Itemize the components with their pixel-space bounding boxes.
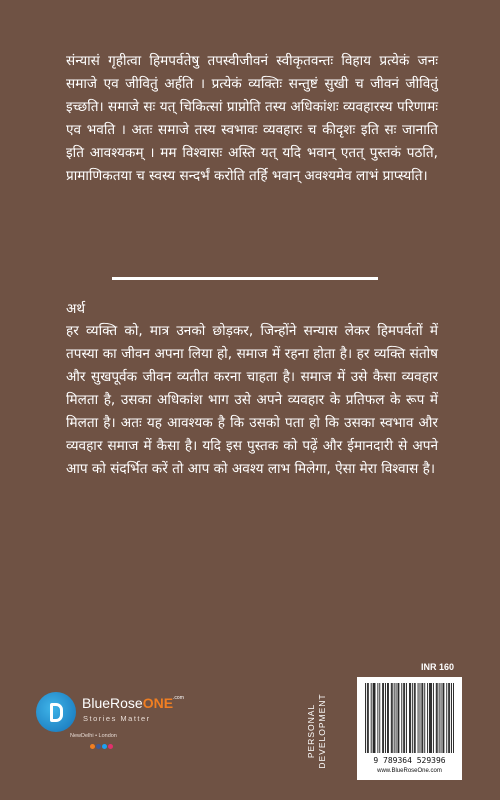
barcode-bar	[418, 683, 419, 753]
barcode-bar	[404, 683, 405, 753]
barcode-bar	[403, 683, 404, 753]
barcode-bar	[443, 683, 444, 753]
barcode-bar	[422, 683, 423, 753]
barcode-bar	[449, 683, 450, 753]
barcode-bar	[375, 683, 376, 753]
barcode-url: www.BlueRoseOne.com	[377, 768, 442, 774]
barcode-bar	[448, 683, 449, 753]
barcode-bar	[421, 683, 422, 753]
barcode-bar	[388, 683, 389, 753]
barcode-bar	[367, 683, 368, 753]
barcode-bar	[439, 683, 440, 753]
barcode-bar	[391, 683, 392, 753]
barcode-bar	[430, 683, 431, 753]
price-label: INR 160	[421, 662, 455, 672]
barcode-isbn-number: 9 789364 529396	[373, 756, 446, 765]
barcode-bar	[453, 683, 454, 753]
barcode-bar	[441, 683, 442, 753]
artha-heading: अर्थ	[66, 301, 86, 317]
barcode-bar	[433, 683, 434, 753]
barcode-bar	[436, 683, 437, 753]
isbn-barcode	[357, 677, 462, 780]
barcode-bar	[396, 683, 397, 753]
barcode-bar	[368, 683, 369, 753]
barcode-bar	[431, 683, 432, 753]
social-icon	[90, 744, 95, 749]
hindi-meaning-paragraph: हर व्यक्ति को, मात्र उनको छोड़कर, जिन्होंने सन्यास लेकर हिमपर्वतों में तपस्या का जीवन अपना लिया हो, समाज में रहना होता है। हर व्यक्ति संतोष और सुखपूर्वक जीवन व्यतीत करना चाहता है। समाज में उसे कैसा व्यवहार मिलता है, उसका अधिकांश भाग उसे अपने व्यवहार के प्रतिफल के रूप में मिलता है। अतः यह आवश्यक है कि उसको पता हो कि उसका स्वभाव और व्यवहार समाज में कैसा है। यदि इस पुस्तक को पढ़ें और ईमानदारी से अपने आप को संदर्भित करें तो आप को अवश्य लाभ मिलेगा, ऐसा मेरा विश्वास है।	[66, 323, 438, 477]
barcode-bar	[409, 683, 410, 753]
barcode-bar	[437, 683, 438, 753]
barcode-bar	[398, 683, 399, 753]
social-icon	[96, 744, 101, 749]
barcode-bar	[401, 683, 402, 753]
barcode-bar	[415, 683, 416, 753]
barcode-bar	[406, 683, 407, 753]
publisher-name: BlueRoseONE$^{.com}$	[82, 695, 184, 711]
barcode-bar	[410, 683, 411, 753]
bluerose-logo-icon	[36, 692, 76, 732]
barcode-bar	[443, 683, 444, 753]
publisher-tagline: Stories Matter	[83, 714, 151, 723]
barcode-bars	[357, 677, 462, 757]
barcode-bar	[398, 683, 399, 753]
barcode-bar	[379, 683, 380, 753]
barcode-bar	[394, 683, 395, 753]
barcode-bar	[373, 683, 374, 753]
barcode-bar	[377, 683, 378, 753]
barcode-bar	[420, 683, 421, 753]
barcode-bar	[371, 683, 372, 753]
publisher-logo	[34, 690, 184, 750]
section-divider	[112, 277, 378, 280]
barcode-bar	[365, 683, 366, 753]
social-icon	[102, 744, 107, 749]
barcode-bar	[427, 683, 428, 753]
publisher-cities: NewDelhi • London	[70, 733, 117, 739]
barcode-bar	[429, 683, 430, 753]
barcode-bar	[412, 683, 413, 753]
social-icons	[90, 744, 114, 751]
barcode-bar	[374, 683, 375, 753]
category-label: PERSONAL DEVELOPMENT	[306, 693, 327, 769]
barcode-bar	[382, 683, 383, 753]
barcode-bar	[446, 683, 447, 753]
barcode-bar	[385, 683, 386, 753]
social-icon	[108, 744, 113, 749]
barcode-bar	[451, 683, 452, 753]
barcode-bar	[383, 683, 384, 753]
barcode-bar	[414, 683, 415, 753]
barcode-bar	[424, 683, 425, 753]
barcode-bar	[392, 683, 393, 753]
sanskrit-paragraph: संन्यासं गृहीत्वा हिमपर्वतेषु तपस्वीजीवनं स्वीकृतवन्तः विहाय प्रत्येकं जनः समाजे एव जीवितुं अर्हति । प्रत्येकं व्यक्तिः सन्तुष्टं सुखी च जीवनं जीवितुं इच्छति। समाजे सः यत् चिकित्सां प्राप्नोति तस्य अधिकांशः व्यवहारस्य परिणामः एव भवति । अतः समाजे तस्य स्वभावः व्यवहारः च कीदृशः इति सः जानाति इति आवश्यकम् । मम विश्वासः अस्ति यत् यदि भवान् एतत् पुस्तकं पठति, प्रामाणिकतया च स्वस्य सन्दर्भं करोति तर्हि भवान् अवश्यमेव लाभं प्राप्स्यति।	[66, 53, 438, 184]
barcode-bar	[387, 683, 388, 753]
